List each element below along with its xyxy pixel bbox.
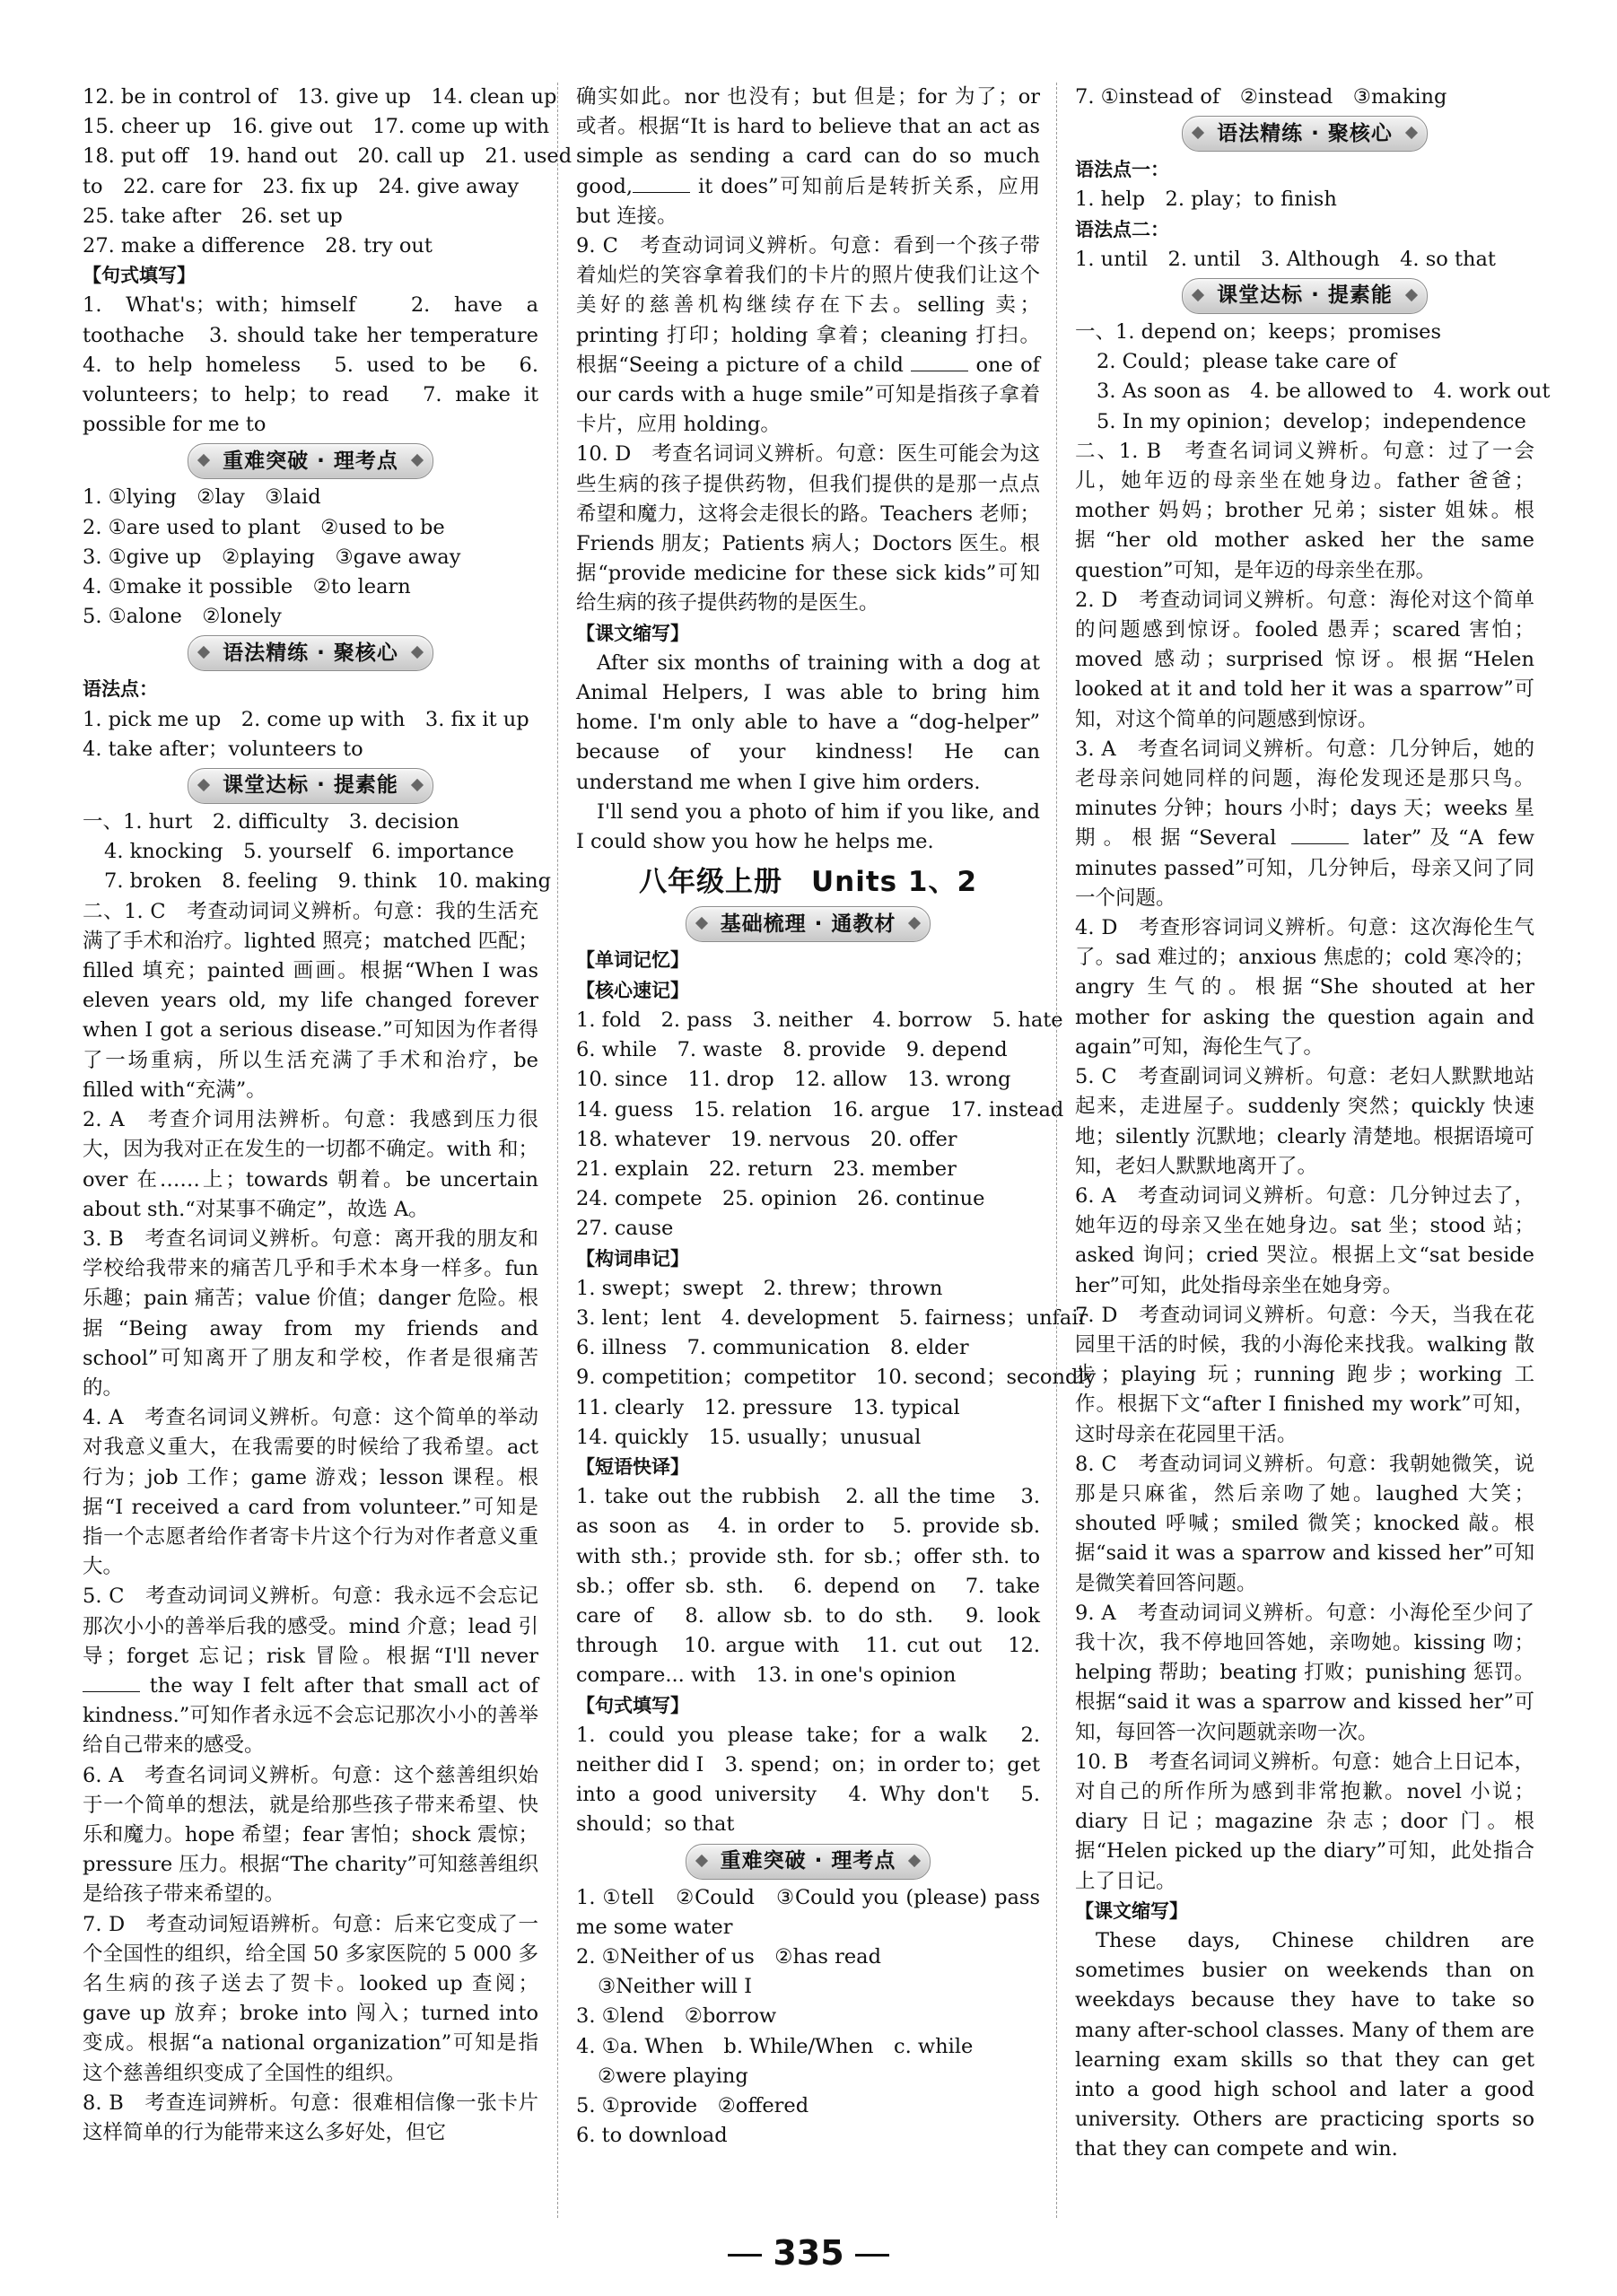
key-point-answer: ③Neither will I bbox=[598, 1975, 753, 1999]
grammar-label: 语法点： bbox=[83, 678, 158, 701]
phrase-line: 25. take after 26. set up bbox=[83, 204, 343, 228]
dash-left bbox=[728, 2254, 762, 2257]
middle-column bbox=[576, 83, 1097, 2151]
question-explanation: 5. C 考查副词词义辨析。句意：老妇人默默地站起来，走进屋子。suddenly 突然；quickly 快速地；silently 沉默地；clearly 清楚地。根据语境可知，老妇人默默地离开了。 bbox=[1075, 1065, 1534, 1178]
question-explanation: 10. D 考查名词词义辨析。句意：医生可能会为这些生病的孩子提供药物，但我们提供的是那一点点希望和魔力，这将会走很长的路。Teachers 老师；Friends 朋友；Patients 病人；Doctors 医生。根据“provide medicine for these sick kids”可知给生病的孩子提供药物的是医生。 bbox=[576, 442, 1040, 615]
key-point-answer: ②were playing bbox=[598, 2064, 748, 2088]
phrase-line: 12. be in control of 13. give up 14. clean up bbox=[83, 85, 557, 109]
section-label-core: 【核心速记】 bbox=[576, 979, 689, 1001]
key-point-answer: 7. ①instead of ②instead ③making bbox=[1075, 85, 1447, 109]
phrase-line: to 22. care for 23. fix up 24. give away bbox=[83, 174, 520, 198]
right-column bbox=[1075, 83, 1551, 2165]
banner-title: 课堂达标 · 提素能 bbox=[188, 768, 433, 804]
vocab-line: 27. cause bbox=[576, 1217, 674, 1241]
grammar-label: 语法点一： bbox=[1075, 159, 1169, 181]
sentence-answers: 1. What's；with；himself 2. have a toothache 3. should take her temperature 4. to help homeless 5. used to be 6. volunteers；to help；to read 7. make it possible for me to bbox=[83, 293, 559, 437]
phrase-line: 27. make a difference 28. try out bbox=[83, 234, 433, 258]
key-point-answer: 3. ①give up ②playing ③gave away bbox=[83, 545, 461, 569]
section-label-phrase: 【短语快译】 bbox=[576, 1455, 689, 1478]
page-number bbox=[0, 2233, 1617, 2273]
question-explanation bbox=[83, 1582, 538, 1760]
answer-blank bbox=[83, 1673, 140, 1692]
question-explanation bbox=[576, 83, 1040, 231]
key-point-answer: 4. ①a. When b. While/When c. while bbox=[576, 2034, 974, 2058]
question-explanation: 2. A 考查介词用法辨析。句意：我感到压力很大，因为我对正在发生的一切都不确定。with 和；over 在……上；towards 朝着。be uncertain about sth.“对某事不确定”，故选 A。 bbox=[83, 1108, 538, 1221]
answer-blank bbox=[1291, 825, 1349, 844]
banner-title: 重难突破 · 理考点 bbox=[188, 443, 433, 479]
question-explanation: 9. A 考查动词词义辨析。句意：小海伦至少问了我十次，我不停地回答她，亲吻她。kissing 吻；helping 帮助；beating 打败；punishing 惩罚。根据“said it was a sparrow and kissed her”可知，每回答一次问题就亲吻一次。 bbox=[1075, 1601, 1534, 1744]
vocab-line: 6. while 7. waste 8. provide 9. depend bbox=[576, 1038, 1008, 1062]
grammar-label: 语法点二： bbox=[1075, 218, 1169, 240]
key-point-answer: 1. ①lying ②lay ③laid bbox=[83, 485, 321, 510]
phrase-line: 15. cheer up 16. give out 17. come up with bbox=[83, 115, 550, 139]
wordform-line: 6. illness 7. communication 8. elder bbox=[576, 1336, 969, 1360]
vocab-line: 21. explain 22. return 23. member bbox=[576, 1157, 957, 1181]
wordform-line: 3. lent；lent 4. development 5. fairness；unfair bbox=[576, 1305, 1088, 1330]
question-explanation bbox=[1075, 735, 1534, 913]
answer-blank bbox=[633, 174, 690, 193]
exercise-answer: 一、1. hurt 2. difficulty 3. decision bbox=[83, 810, 459, 834]
key-point-answer: 3. ①lend ②borrow bbox=[576, 2004, 777, 2029]
summary-paragraph: After six months of training with a dog at Animal Helpers, I was able to bring him home. I'm only able to have a “dog-helper” because of your kindness! He can understand me when I give him orders. bbox=[576, 650, 1040, 794]
vocab-line: 24. compete 25. opinion 26. continue bbox=[576, 1187, 985, 1211]
section-label-summary: 【课文缩写】 bbox=[576, 622, 689, 644]
question-explanation: 8. C 考查动词词义辨析。句意：我朝她微笑，说那是只麻雀，然后亲吻了她。laughed 大笑；shouted 呼喊；smiled 微笑；knocked 敲。根据“said it was a sparrow and kissed her”可知是微笑着回答问题。 bbox=[1075, 1452, 1534, 1595]
key-point-answer: 6. to download bbox=[576, 2124, 728, 2148]
question-explanation: 二、1. B 考查名词词义辨析。句意：过了一会儿，她年迈的母亲坐在她身边。father 爸爸；mother 妈妈；brother 兄弟；sister 姐妹。根据“her old mother asked her the same question”可知，是年迈的母亲坐在那。 bbox=[1075, 439, 1534, 582]
question-explanation: 4. D 考查形容词词义辨析。句意：这次海伦生气了。sad 难过的；anxious 焦虑的；cold 寒冷的；angry 生气的。根据“She shouted at her mother for asking the question again and again”可知，海伦生气了。 bbox=[1075, 916, 1534, 1059]
grammar-answer: 1. pick me up 2. come up with 3. fix it up bbox=[83, 707, 529, 731]
explanation-text: 5. C 考查动词词义辨析。句意：我永远不会忘记那次小小的善举后我的感受。mind 介意；lead 引导；forget 忘记；risk 冒险。根据“I'll never bbox=[83, 1585, 538, 1668]
unit-title: 八年级上册 Units 1、2 bbox=[638, 866, 978, 899]
exercise-answer: 5. In my opinion；develop；independence bbox=[1097, 409, 1526, 433]
page-number-text: 335 bbox=[773, 2233, 844, 2273]
wordform-line: 14. quickly 15. usually；unusual bbox=[576, 1425, 922, 1449]
phrase-line: 18. put off 19. hand out 20. call up 21. used bbox=[83, 144, 573, 169]
section-banner bbox=[83, 635, 538, 671]
column-divider bbox=[1056, 83, 1057, 2218]
column-divider bbox=[557, 83, 558, 2218]
key-point-answer: 1. ①tell ②Could ③Could you (please) pass me some water bbox=[576, 1885, 1040, 1939]
section-banner bbox=[83, 768, 538, 804]
wordform-line: 9. competition；competitor 10. second；secondly bbox=[576, 1366, 1097, 1390]
vocab-line: 14. guess 15. relation 16. argue 17. instead bbox=[576, 1097, 1064, 1122]
key-point-answer: 2. ①are used to plant ②used to be bbox=[83, 515, 445, 539]
key-point-answer: 5. ①provide ②offered bbox=[576, 2094, 809, 2117]
section-label-sentence: 【句式填写】 bbox=[576, 1694, 689, 1716]
banner-title: 语法精练 · 聚核心 bbox=[188, 635, 433, 671]
question-explanation: 3. B 考查名词词义辨析。句意：离开我的朋友和学校给我带来的痛苦几乎和手术本身一样多。fun 乐趣；pain 痛苦；value 价值；danger 危险。根据“Being away from my friends and school”可知离开了朋友和学校，作者是很痛苦的。 bbox=[83, 1227, 538, 1400]
section-banner bbox=[1075, 116, 1534, 152]
exercise-answer: 4. knocking 5. yourself 6. importance bbox=[104, 840, 514, 864]
left-column bbox=[83, 83, 573, 2148]
exercise-answer: 一、1. depend on；keeps；promises bbox=[1075, 320, 1441, 345]
question-explanation: 二、1. C 考查动词词义辨析。句意：我的生活充满了手术和治疗。lighted 照亮；matched 匹配；filled 填充；painted 画画。根据“When I was eleven years old, my life changed forever when I got a serious disease.”可知因为作者得了一场重病，所以生活充满了手术和治疗，be filled with“充满”。 bbox=[83, 899, 538, 1102]
banner-title: 重难突破 · 理考点 bbox=[686, 1844, 931, 1880]
explanation-text: 确实如此。nor 也没有；but 但是；for 为了；or 或者。根据“It is hard to believe that an act as simple as sending a card can do so much good, bbox=[576, 85, 1040, 198]
phrase-answers: 1. take out the rubbish 2. all the time 3. as soon as 4. in order to 5. provide sb. with sth.；provide sth. for sb.；offer sth. to sb.；offer sb. sth. 6. depend on 7. take care of 8. allow sb. to do sth. 9. look through 10. argue with 11. cut out 12. compare... with 13. in one's opinion bbox=[576, 1485, 1040, 1688]
explanation-text: one of our cards with a huge smile”可知是指孩子拿着卡片，应用 holding。 bbox=[576, 353, 1040, 437]
section-label-vocab: 【单词记忆】 bbox=[576, 949, 689, 972]
section-banner bbox=[576, 906, 1040, 942]
explanation-text: 9. C 考查动词词义辨析。句意：看到一个孩子带着灿烂的笑容拿着我们的卡片的照片使我们让这个美好的慈善机构继续存在下去。selling 卖；printing 打印；holding 拿着；cleaning 打扫。根据“Seeing a picture of a child bbox=[576, 234, 1040, 377]
dash-right bbox=[855, 2254, 889, 2257]
wordform-line: 11. clearly 12. pressure 13. typical bbox=[576, 1395, 960, 1419]
section-label-wordform: 【构词串记】 bbox=[576, 1247, 689, 1270]
question-explanation: 2. D 考查动词词义辨析。句意：海伦对这个简单的问题感到惊讶。fooled 愚弄；scared 害怕；moved 感动；surprised 惊讶。根据“Helen looked at it and told her it was a sparrow”可知，对这个简单的问题感到惊讶。 bbox=[1075, 588, 1534, 731]
exercise-answer: 2. Could；please take care of bbox=[1097, 350, 1396, 374]
question-explanation: 7. D 考查动词短语辨析。句意：后来它变成了一个全国性的组织，给全国 50 多家医院的 5 000 多名生病的孩子送去了贺卡。looked up 查阅；gave up 放弃；broke into 闯入；turned into 变成。根据“a national organization”可知是指这个慈善组织变成了全国性的组织。 bbox=[83, 1912, 538, 2085]
explanation-text: it does”可知前后是转折关系，应用 but 连接。 bbox=[576, 174, 1040, 228]
question-explanation: 7. D 考查动词词义辨析。句意：今天，当我在花园里干活的时候，我的小海伦来找我。walking 散步；playing 玩；running 跑步；working 工作。根据下文“after I finished my work”可知，这时母亲在花园里干活。 bbox=[1075, 1303, 1534, 1446]
vocab-line: 10. since 11. drop 12. allow 13. wrong bbox=[576, 1068, 1011, 1092]
question-explanation: 6. A 考查名词词义辨析。句意：这个慈善组织始于一个简单的想法，就是给那些孩子带来希望、快乐和魔力。hope 希望；fear 害怕；shock 震惊；pressure 压力。根据“The charity”可知慈善组织是给孩子带来希望的。 bbox=[83, 1763, 538, 1907]
section-label-sentence: 【句式填写】 bbox=[83, 265, 196, 287]
grammar-answer: 1. help 2. play；to finish bbox=[1075, 188, 1337, 212]
banner-title: 基础梳理 · 通教材 bbox=[686, 906, 931, 942]
explanation-text: 3. A 考查名词词义辨析。句意：几分钟后，她的老母亲问她同样的问题，海伦发现还是那只鸟。minutes 分钟；hours 小时；days 天；weeks 星期。根据“Several bbox=[1075, 737, 1534, 851]
sentence-answers: 1. could you please take；for a walk 2. neither did I 3. spend；on；in order to；get into a good university 4. Why don't 5. should；so that bbox=[576, 1723, 1040, 1837]
exercise-answer: 3. As soon as 4. be allowed to 4. work out bbox=[1097, 380, 1551, 404]
grammar-answer: 4. take after；volunteers to bbox=[83, 737, 363, 761]
vocab-line: 18. whatever 19. nervous 20. offer bbox=[576, 1127, 957, 1151]
answer-blank bbox=[911, 353, 968, 371]
question-explanation: 8. B 考查连词辨析。句意：很难相信像一张卡片这样简单的行为能带来这么多好处，但它 bbox=[83, 2091, 538, 2144]
question-explanation: 4. A 考查名词词义辨析。句意：这个简单的举动对我意义重大，在我需要的时候给了我希望。act 行为；job 工作；game 游戏；lesson 课程。根据“I received a card from volunteer.”可知是指一个志愿者给作者寄卡片这个行为对作者意义重大。 bbox=[83, 1406, 538, 1579]
vocab-line: 1. fold 2. pass 3. neither 4. borrow 5. hate bbox=[576, 1008, 1063, 1032]
wordform-line: 1. swept；swept 2. threw；thrown bbox=[576, 1276, 943, 1300]
key-point-answer: 2. ①Neither of us ②has read bbox=[576, 1944, 881, 1969]
banner-title: 语法精练 · 聚核心 bbox=[1182, 116, 1428, 152]
summary-paragraph: I'll send you a photo of him if you like, and I could show you how he helps me. bbox=[576, 799, 1040, 854]
key-point-answer: 4. ①make it possible ②to learn bbox=[83, 575, 411, 599]
section-banner bbox=[576, 1844, 1040, 1880]
explanation-text: later”及“A few minutes passed”可知，几分钟后，母亲又问了同一个问题。 bbox=[1075, 826, 1535, 910]
exercise-answer: 7. broken 8. feeling 9. think 10. making bbox=[104, 869, 552, 894]
grammar-answer: 1. until 2. until 3. Although 4. so that bbox=[1075, 247, 1496, 271]
summary-paragraph: These days, Chinese children are sometimes busier on weekends than on weekdays because they have to take so many after-school classes. Many of them are learning exam skills so that they can get into a good high school and later a good university. Others are practicing sports so that they can compete and win. bbox=[1075, 1928, 1534, 2161]
question-explanation: 10. B 考查名词词义辨析。句意：她合上日记本，对自己的所作所为感到非常抱歉。novel 小说；diary 日记；magazine 杂志；door 门。根据“Helen picked up the diary”可知，此处指合上了日记。 bbox=[1075, 1750, 1534, 1893]
section-banner bbox=[83, 443, 538, 479]
question-explanation: 6. A 考查动词词义辨析。句意：几分钟过去了，她年迈的母亲又坐在她身边。sat 坐；stood 站；asked 询问；cried 哭泣。根据上文“sat beside her”可知，此处指母亲坐在她身旁。 bbox=[1075, 1183, 1534, 1297]
section-label-summary: 【课文缩写】 bbox=[1075, 1899, 1188, 1922]
question-explanation bbox=[576, 231, 1040, 440]
banner-title: 课堂达标 · 提素能 bbox=[1182, 278, 1428, 314]
section-banner bbox=[1075, 278, 1534, 314]
explanation-text: the way I felt after that small act of kindness.”可知作者永远不会忘记那次小小的善举给自己带来的感受。 bbox=[83, 1673, 538, 1758]
key-point-answer: 5. ①alone ②lonely bbox=[83, 605, 282, 629]
